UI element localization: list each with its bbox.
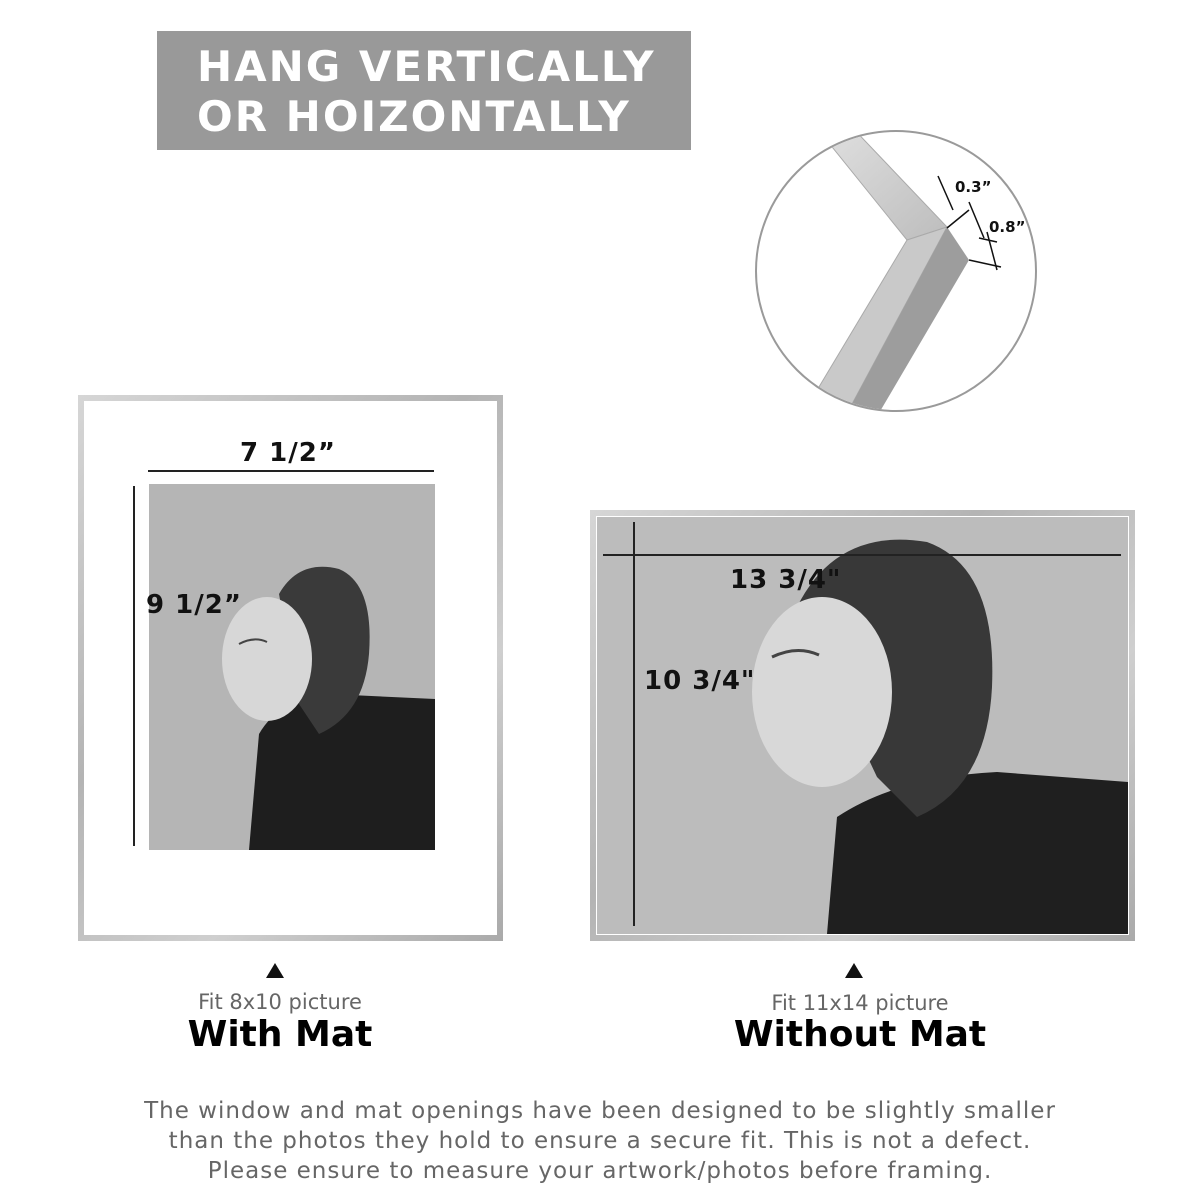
with-mat-pointer-icon (266, 963, 284, 978)
without-mat-title: Without Mat (733, 1014, 987, 1055)
orientation-banner (157, 31, 691, 150)
without-mat-width-label: 13 3/4" (730, 565, 842, 595)
banner-line-1: HANG VERTICALLY (197, 42, 656, 91)
without-mat-height-line (633, 522, 635, 926)
frame-depth-label: 0.8” (989, 218, 1026, 236)
banner-line-2: OR HOIZONTALLY (197, 92, 631, 141)
with-mat-title: With Mat (187, 1014, 373, 1055)
without-mat-photo (597, 517, 1128, 934)
without-mat-fit-text: Fit 11x14 picture (771, 991, 949, 1015)
portrait-illustration-large (597, 517, 1128, 934)
without-mat-pointer-icon (845, 963, 863, 978)
with-mat-height-line (133, 486, 135, 846)
disclaimer-line-3: Please ensure to measure your artwork/photos before framing. (207, 1158, 993, 1184)
disclaimer-line-1: The window and mat openings have been designed to be slightly smaller (144, 1098, 1056, 1124)
with-mat-width-label: 7 1/2” (240, 438, 336, 468)
with-mat-fit-text: Fit 8x10 picture (198, 990, 362, 1014)
with-mat-height-label: 9 1/2” (146, 590, 242, 620)
portrait-illustration (149, 484, 435, 850)
without-mat-height-label: 10 3/4" (644, 666, 756, 696)
frame-width-label: 0.3” (955, 178, 992, 196)
with-mat-width-line (148, 470, 434, 472)
disclaimer-text (60, 1096, 1140, 1186)
frame-corner-detail (755, 130, 1037, 412)
frame-corner-illustration (757, 132, 1037, 412)
without-mat-width-line (603, 554, 1121, 556)
disclaimer-line-2: than the photos they hold to ensure a secure fit. This is not a defect. (168, 1128, 1032, 1154)
with-mat-photo (149, 484, 435, 850)
